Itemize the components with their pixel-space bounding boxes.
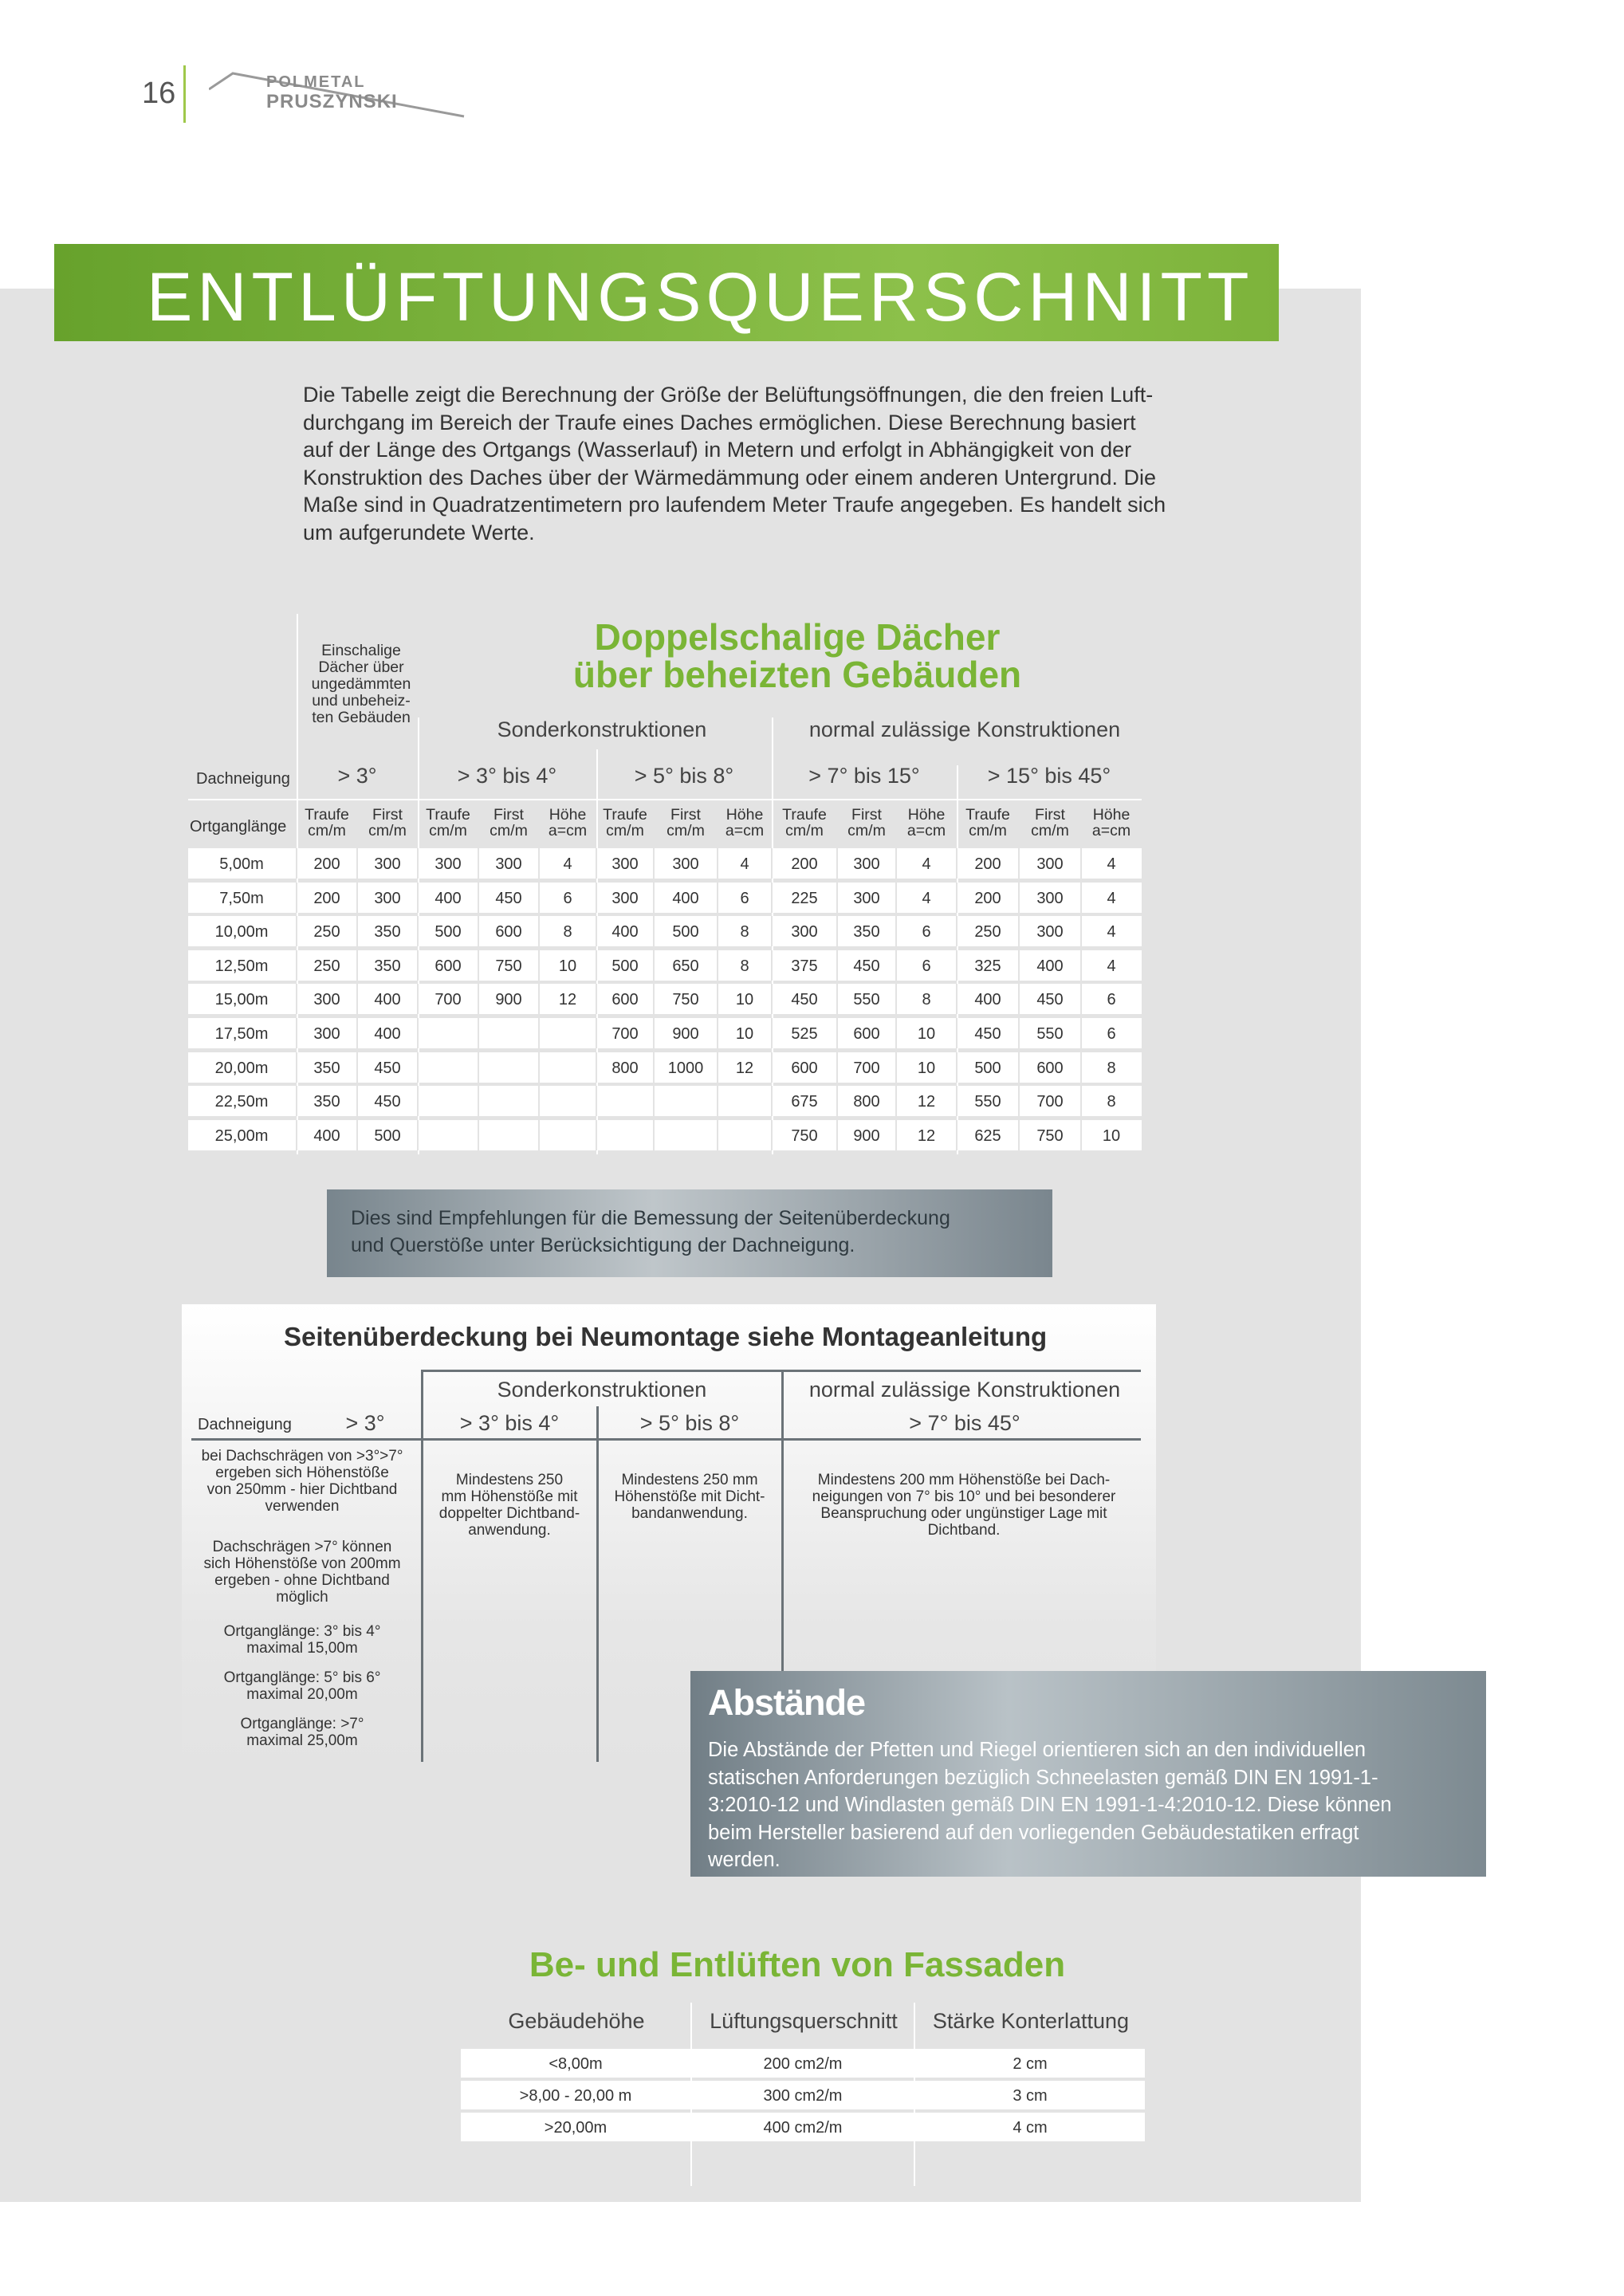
table1-cell: 400 — [313, 1127, 340, 1145]
table1-cell: 700 — [435, 991, 462, 1008]
table1-length: 12,50m — [214, 957, 269, 975]
table2-group-normal: normal zulässige Konstruktionen — [808, 1378, 1121, 1402]
table1-cell: 1000 — [667, 1060, 704, 1077]
table1-pitch: > 3° bis 4° — [457, 764, 557, 788]
page-number: 16 — [142, 77, 176, 110]
table2-pitch: > 3° bis 4° — [459, 1411, 560, 1435]
table1-col-header-unit: cm/m — [490, 822, 528, 839]
table1-cell: 10 — [917, 1060, 936, 1077]
table1-cell: 200 — [313, 890, 340, 907]
table1-cell: 500 — [435, 923, 462, 941]
company-logo — [209, 69, 472, 124]
single-shell-label: Einschalige Dächer über ungedämmten und unbeheiz- ten Gebäuden — [311, 642, 411, 726]
table1-col-header-unit: cm/m — [785, 822, 824, 839]
table1-cell: 300 — [1036, 890, 1064, 907]
table1-cell: 300 — [853, 855, 880, 873]
table1-cell: 250 — [313, 923, 340, 941]
table1-col-header-unit: cm/m — [606, 822, 644, 839]
table1-cell-divider — [538, 1018, 540, 1048]
table1-cell: 10 — [735, 1025, 754, 1043]
table1-col-header-top: First — [670, 806, 701, 824]
table1-cell: 600 — [853, 1025, 880, 1043]
table1-cell: 700 — [1036, 1093, 1064, 1111]
table1-cell: 250 — [313, 957, 340, 975]
table1-cell: 300 — [672, 855, 699, 873]
table1-cell: 6 — [1107, 991, 1116, 1008]
intro-paragraph — [303, 381, 1196, 546]
table1-col-header-top: Höhe — [1092, 806, 1131, 824]
table1-cell: 300 — [313, 1025, 340, 1043]
table1-cell: 4 — [922, 855, 931, 873]
table1-cell-divider — [417, 1086, 419, 1116]
table1-cell-divider — [478, 1052, 479, 1083]
table1-cell: 375 — [791, 957, 818, 975]
table1-pitch: > 3° — [337, 764, 377, 788]
intro-line: Maße sind in Quadratzentimetern pro laufendem Meter Traufe angegeben. Es handelt sich — [303, 493, 1166, 517]
table1-cell: 800 — [853, 1093, 880, 1111]
table1-cell: 750 — [1036, 1127, 1064, 1145]
table1-length: 15,00m — [214, 991, 269, 1008]
table1-cell: 400 — [672, 890, 699, 907]
table1-cell: 400 — [611, 923, 639, 941]
table1-cell: 200 — [791, 855, 818, 873]
table1-length: 20,00m — [214, 1060, 269, 1077]
facade-row: <8,00m 200 cm2/m 2 cm — [461, 2049, 1145, 2078]
table1-cell: 625 — [974, 1127, 1001, 1145]
table1-cell: 500 — [611, 957, 639, 975]
table1-cell: 300 — [374, 890, 401, 907]
table1-col-header-top: Traufe — [782, 806, 827, 824]
table1-cell-divider — [717, 1086, 718, 1116]
table1-cell: 12 — [917, 1127, 936, 1145]
table1-cell: 12 — [917, 1093, 936, 1111]
table2-pitch: > 7° bis 45° — [909, 1411, 1020, 1435]
table1-group-special: Sonderkonstruktionen — [497, 718, 707, 741]
page-number-divider — [183, 65, 186, 123]
table1-cell-divider — [596, 1120, 597, 1150]
table1-col-header-top: First — [1035, 806, 1065, 824]
table1-cell: 10 — [1102, 1127, 1121, 1145]
table1-cell: 900 — [672, 1025, 699, 1043]
table1-cell: 300 — [1036, 923, 1064, 941]
table1-col-header-top: First — [851, 806, 882, 824]
table1-cell-divider — [596, 1086, 597, 1116]
table1-cell-divider — [538, 1052, 540, 1083]
table1-cell: 200 — [974, 890, 1001, 907]
table1-cell: 700 — [611, 1025, 639, 1043]
table1-cell-divider — [478, 1018, 479, 1048]
table1-cell: 500 — [672, 923, 699, 941]
table1-cell: 500 — [374, 1127, 401, 1145]
table1-col-header-unit: cm/m — [368, 822, 407, 839]
table2-col2: Mindestens 250 mm Höhenstöße mit doppelter Dichtband- anwendung. — [438, 1472, 580, 1539]
table2-col4: Mindestens 200 mm Höhenstöße bei Dach- neigungen von 7° bis 10° und bei besonderer Beanspruchung oder ungünstiger Lage mit Dichtband. — [812, 1472, 1116, 1539]
table1-cell: 6 — [922, 923, 931, 941]
table2-pitch-label: Dachneigung — [198, 1416, 292, 1433]
table1-cell: 650 — [672, 957, 699, 975]
table1-length: 25,00m — [214, 1127, 269, 1145]
table1-cell: 550 — [1036, 1025, 1064, 1043]
table1-cell: 450 — [1036, 991, 1064, 1008]
table1-cell: 350 — [313, 1093, 340, 1111]
table1-cell: 525 — [791, 1025, 818, 1043]
table2-group-special: Sonderkonstruktionen — [497, 1378, 707, 1402]
table1-cell: 600 — [1036, 1060, 1064, 1077]
spacing-title: Abstände — [708, 1682, 866, 1723]
table1-cell: 600 — [611, 991, 639, 1008]
table1-cell: 300 — [374, 855, 401, 873]
table1-cell: 350 — [313, 1060, 340, 1077]
table1-length: 5,00m — [219, 855, 264, 873]
facade-header: Stärke Konterlattung — [932, 2009, 1130, 2033]
table1-cell: 700 — [853, 1060, 880, 1077]
table1-cell-divider — [417, 1120, 419, 1150]
table1-cell: 4 — [563, 855, 572, 873]
note-box — [327, 1189, 1052, 1277]
table1-cell: 550 — [974, 1093, 1001, 1111]
table1-cell: 4 — [922, 890, 931, 907]
table1-cell: 300 — [611, 855, 639, 873]
table1-cell: 400 — [974, 991, 1001, 1008]
table2-pitch: > 3° — [345, 1411, 385, 1435]
table1-cell: 450 — [791, 991, 818, 1008]
table1-cell-divider — [653, 1086, 655, 1116]
table1-length: 10,00m — [214, 923, 269, 941]
table1-length: 17,50m — [214, 1025, 269, 1043]
table1-cell-divider — [653, 1120, 655, 1150]
table1-cell: 750 — [495, 957, 522, 975]
table1-col-header-unit: cm/m — [847, 822, 886, 839]
table1-cell-divider — [478, 1120, 479, 1150]
table1-cell: 4 — [1107, 957, 1116, 975]
table1-col-header-top: Höhe — [725, 806, 764, 824]
table1-cell: 350 — [374, 957, 401, 975]
table1-cell: 12 — [735, 1060, 754, 1077]
table1-cell: 300 — [853, 890, 880, 907]
table1-length-label: Ortganglänge — [190, 818, 287, 835]
table1-pitch-rule — [188, 799, 1142, 800]
page-title: ENTLÜFTUNGSQUERSCHNITT — [147, 259, 1254, 336]
table2-col3: Mindestens 250 mm Höhenstöße mit Dicht- bandanwendung. — [614, 1472, 765, 1522]
table1-length: 22,50m — [214, 1093, 269, 1111]
table1-pitch: > 15° bis 45° — [987, 764, 1111, 788]
logo-line1: POLMETAL — [266, 73, 366, 91]
table2-col1-block1: bei Dachschrägen von >3°>7° ergeben sich Höhenstöße von 250mm - hier Dichtband verwenden — [201, 1448, 403, 1515]
table1-cell-divider — [717, 1120, 718, 1150]
table1-cell: 750 — [791, 1127, 818, 1145]
table2-col1-block3: Ortganglänge: 3° bis 4° maximal 15,00m — [223, 1623, 381, 1657]
table1-cell: 10 — [558, 957, 577, 975]
table1-col-header-unit: a=cm — [725, 822, 765, 839]
table2-col1-block2: Dachschrägen >7° können sich Höhenstöße von 200mm ergeben - ohne Dichtband möglich — [203, 1539, 401, 1606]
table1-col-header-top: Traufe — [426, 806, 470, 824]
table1-col-header-unit: a=cm — [906, 822, 946, 839]
table1-cell: 350 — [374, 923, 401, 941]
table1-cell-divider — [538, 1120, 540, 1150]
facade-header: Gebäudehöhe — [508, 2009, 645, 2033]
table1-cell: 8 — [563, 923, 572, 941]
table1-cell: 750 — [672, 991, 699, 1008]
facade-row: >8,00 - 20,00 m 300 cm2/m 3 cm — [461, 2081, 1145, 2109]
note-line: Dies sind Empfehlungen für die Bemessung der Seitenüberdeckung — [351, 1207, 950, 1229]
table1-col-header-unit: cm/m — [667, 822, 705, 839]
table1-cell: 300 — [495, 855, 522, 873]
title-banner — [54, 244, 1279, 341]
table1-pitch: > 5° bis 8° — [634, 764, 734, 788]
table1-cell: 300 — [313, 991, 340, 1008]
table1-cell: 12 — [558, 991, 577, 1008]
table1-cell: 325 — [974, 957, 1001, 975]
table1-cell: 450 — [374, 1060, 401, 1077]
table1-cell-divider — [478, 1086, 479, 1116]
intro-line: um aufgerundete Werte. — [303, 520, 535, 545]
table1-col-header-unit: a=cm — [1091, 822, 1131, 839]
table1-length: 7,50m — [219, 890, 264, 907]
table1-cell: 400 — [374, 991, 401, 1008]
table2-title: Seitenüberdeckung bei Neumontage siehe Montageanleitung — [284, 1322, 1048, 1351]
table1-cell: 200 — [313, 855, 340, 873]
table1-cell: 800 — [611, 1060, 639, 1077]
table1-cell: 600 — [495, 923, 522, 941]
table1-col-header-unit: cm/m — [1031, 822, 1069, 839]
table1-cell: 450 — [495, 890, 522, 907]
intro-line: Konstruktion des Daches über der Wärmedämmung oder einem anderen Untergrund. Die — [303, 465, 1157, 489]
table1-cell: 900 — [853, 1127, 880, 1145]
table1-cell: 450 — [853, 957, 880, 975]
table1-col-header-top: Traufe — [965, 806, 1010, 824]
intro-line: Die Tabelle zeigt die Berechnung der Größe der Belüftungsöffnungen, die den freien Luft- — [303, 383, 1154, 407]
table1-col-header-top: Höhe — [549, 806, 587, 824]
table2-col1-block4: Ortganglänge: 5° bis 6° maximal 20,00m — [223, 1669, 381, 1703]
facade-row: >20,00m 400 cm2/m 4 cm — [461, 2113, 1145, 2141]
table1-cell: 10 — [735, 991, 754, 1008]
table1-col-header-top: Höhe — [907, 806, 946, 824]
table1-cell: 400 — [1036, 957, 1064, 975]
logo-line2: PRUSZYNSKI — [266, 91, 398, 112]
table1-pitch: > 7° bis 15° — [808, 764, 920, 788]
table1-group-normal: normal zulässige Konstruktionen — [808, 718, 1121, 741]
table1-cell: 675 — [791, 1093, 818, 1111]
facade-title: Be- und Entlüften von Fassaden — [529, 1945, 1066, 1984]
table1-cell: 6 — [563, 890, 572, 907]
table1-cell: 4 — [1107, 855, 1116, 873]
table1-cell: 500 — [974, 1060, 1001, 1077]
facade-header: Lüftungsquerschnitt — [710, 2009, 898, 2033]
table1-cell: 8 — [1107, 1060, 1116, 1077]
note-line: und Querstöße unter Berücksichtigung der Dachneigung. — [351, 1234, 855, 1256]
intro-line: durchgang im Bereich der Traufe eines Daches ermöglichen. Diese Berechnung basiert — [303, 410, 1136, 434]
table1-col-header-top: First — [372, 806, 403, 824]
table1-cell: 10 — [917, 1025, 936, 1043]
table1-cell: 4 — [740, 855, 749, 873]
table1-cell-divider — [417, 1052, 419, 1083]
table1-col-header-unit: cm/m — [429, 822, 467, 839]
table1-cell: 8 — [1107, 1093, 1116, 1111]
table1-col-header-unit: a=cm — [548, 822, 588, 839]
table1-cell: 8 — [922, 991, 931, 1008]
table1-cell-divider — [417, 1018, 419, 1048]
table1-cell: 900 — [495, 991, 522, 1008]
table1-cell: 400 — [374, 1025, 401, 1043]
table1-cell: 300 — [1036, 855, 1064, 873]
table2-pitch: > 5° bis 8° — [639, 1411, 740, 1435]
table1-cell: 350 — [853, 923, 880, 941]
table1-col-header-top: Traufe — [305, 806, 349, 824]
table1-cell: 200 — [974, 855, 1001, 873]
intro-line: auf der Länge des Ortgangs (Wasserlauf) in Metern und erfolgt in Abhängigkeit von der — [303, 438, 1132, 462]
table1-cell: 600 — [791, 1060, 818, 1077]
table1-cell: 400 — [435, 890, 462, 907]
table1-cell: 6 — [922, 957, 931, 975]
spacing-text: Die Abstände der Pfetten und Riegel orientieren sich an den individuellen statischen Anforderungen bezüglich Schneelasten gemäß DIN EN 1991-1- 3:2010-12 und Windlasten gemäß DIN EN 1991-1-4:2010-12. Diese können beim Hersteller basierend auf den vorliegenden Gebäudestatiken erfragt werden. — [708, 1739, 1392, 1871]
table1-cell-divider — [538, 1086, 540, 1116]
table1-col-header-top: First — [493, 806, 524, 824]
table1-cell: 450 — [374, 1093, 401, 1111]
table1-cell: 6 — [740, 890, 749, 907]
table1-cell: 300 — [791, 923, 818, 941]
table1-cell: 550 — [853, 991, 880, 1008]
table1-cell: 600 — [435, 957, 462, 975]
table1-cell: 300 — [611, 890, 639, 907]
table1-cell: 8 — [740, 923, 749, 941]
table1-cell: 250 — [974, 923, 1001, 941]
table1-col-header-unit: cm/m — [969, 822, 1007, 839]
table1-col-header-unit: cm/m — [308, 822, 346, 839]
table1-cell: 4 — [1107, 923, 1116, 941]
table1-cell: 450 — [974, 1025, 1001, 1043]
spacing-info-box — [690, 1671, 1486, 1877]
table1-col-header-top: Traufe — [603, 806, 647, 824]
table2-col1-block5: Ortganglänge: >7° maximal 25,00m — [240, 1716, 364, 1749]
table1-pitch-label: Dachneigung — [196, 770, 290, 788]
table1-title: Doppelschalige Dächer über beheizten Gebäuden — [572, 616, 1022, 695]
table1-cell: 225 — [791, 890, 818, 907]
table1-cell: 6 — [1107, 1025, 1116, 1043]
table1-cell: 8 — [740, 957, 749, 975]
table1-cell: 300 — [435, 855, 462, 873]
table1-cell: 4 — [1107, 890, 1116, 907]
